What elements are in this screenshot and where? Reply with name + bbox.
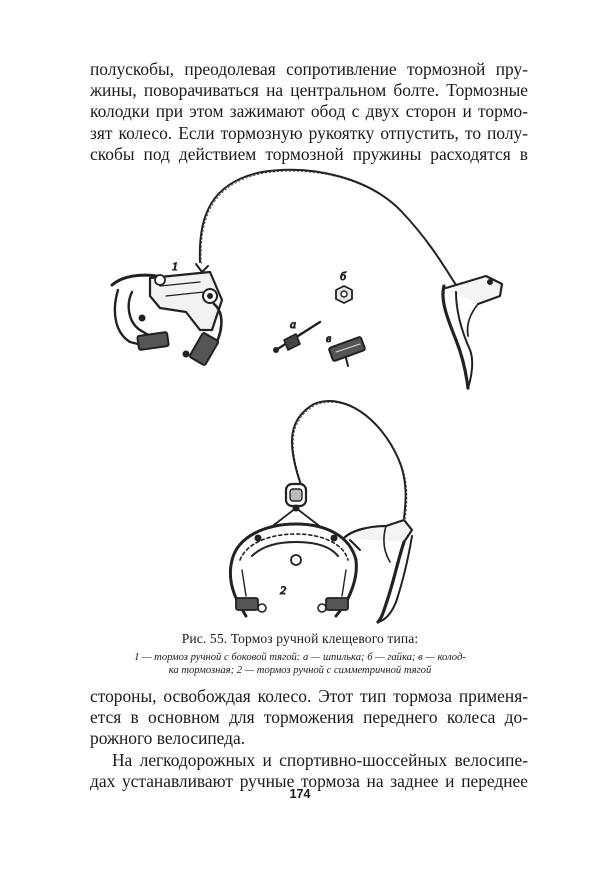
paragraph-bottom: [90, 686, 528, 792]
caption-legend-line: ка тормозная; 2 — тормоз ручной с симметричной тягой: [168, 665, 432, 676]
page-number: 174: [289, 787, 311, 801]
text-line: рожного велосипеда.: [90, 728, 246, 749]
pin-part: [274, 317, 321, 353]
text-line: колодки при этом зажимают обод с двух сторон и тормо-: [90, 101, 528, 122]
figure-label: а: [290, 317, 296, 331]
side-pull-brake: [112, 170, 459, 366]
text-line: дах устанавливают ручные тормоза на заднее и переднее: [90, 770, 528, 791]
center-pull-brake: [230, 401, 407, 616]
brake-lever-upper: [443, 276, 502, 388]
text-line: На легкодорожных и спортивно-шоссейных велосипе-: [112, 749, 528, 770]
text-line: скобы под действием тормозной пружины расходятся в: [90, 143, 528, 164]
caption-legend-line: 1 — тормоз ручной с боковой тягой: а — шпилька; б — гайка; в — колод-: [134, 652, 466, 663]
text-line: жины, поворачиваться на центральном болте. Тормозные: [90, 80, 528, 101]
brake-pad-part: [326, 331, 365, 366]
figure-caption-legend: [108, 651, 492, 677]
nut-part: [336, 269, 352, 303]
brake-lever-lower: [344, 520, 412, 622]
figure-label: 1: [172, 259, 178, 273]
text-line: зят колесо. Если тормозную рукоятку отпустить, то полу-: [90, 122, 528, 143]
figure-label: 2: [280, 583, 286, 597]
figure-label: б: [340, 269, 347, 283]
figure-label: в: [326, 331, 332, 345]
text-line: стороны, освобождая колесо. Этот тип тормоза применя-: [90, 686, 528, 706]
figure-caption-title: Рис. 55. Тормоз ручной клещевого типа:: [181, 631, 419, 646]
text-line: ется в основном для торможения переднего колеса до-: [90, 707, 528, 728]
text-line: полускобы, преодолевая сопротивление тормозной пру-: [90, 59, 528, 79]
